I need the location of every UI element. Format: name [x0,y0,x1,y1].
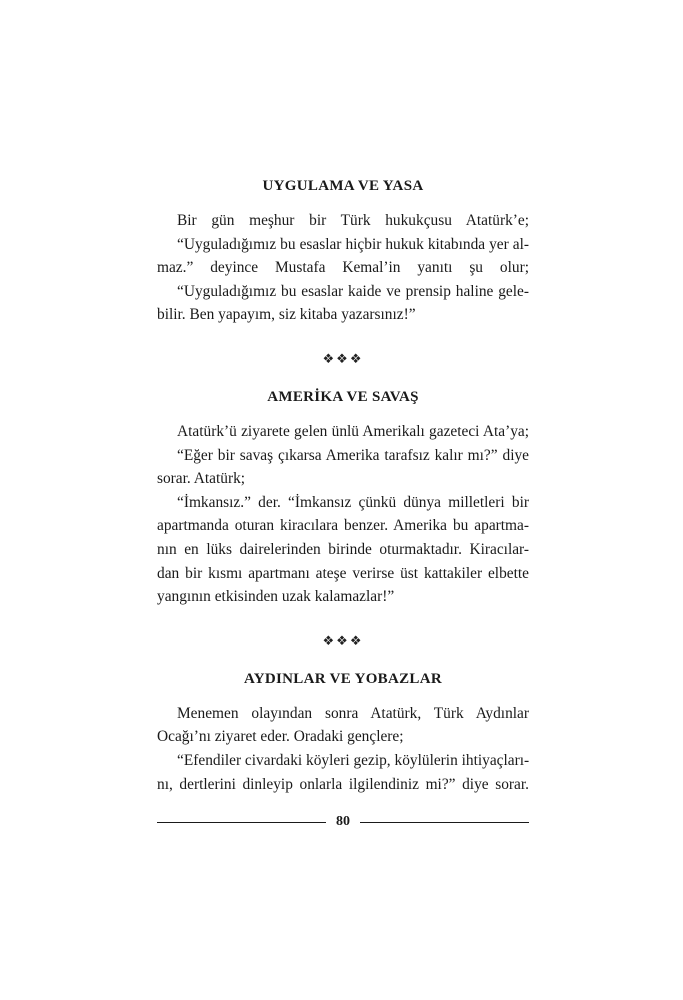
section-heading: UYGULAMA VE YASA [262,178,424,194]
footer-rule-right [360,822,529,823]
section-body [157,209,529,327]
text-line: Atatürk’ü ziyarete gelen ünlü Amerikalı gazeteci Ata’ya; [177,422,529,440]
footer-rule-left [157,822,326,823]
ornament-divider: ❖❖❖ [322,350,364,366]
page-footer [157,812,529,832]
page-content [157,178,529,796]
page-number: 80 [336,814,350,829]
text-line: “İmkansız.” der. “İmkansız çünkü dünya milletleri bir [177,493,529,511]
text-line: Menemen olayından sonra Atatürk, Türk Aydınlar [177,704,529,722]
text-line: “Eğer bir savaş çıkarsa Amerika tarafsız kalır mı?” diye [177,446,529,464]
text-line: bilir. Ben yapayım, siz kitaba yazarsınız!” [157,306,416,324]
section-body [157,420,529,609]
text-line: apartmanda oturan kiracılara benzer. Amerika bu apartma- [157,517,529,535]
text-line: “Uyguladığımız bu esaslar hiçbir hukuk kitabında yer al- [177,235,529,253]
text-line: nı, dertlerini dinleyip onlarla ilgilendiniz mi?” diye sorar. [157,775,529,793]
text-line: Ocağı’nı ziyaret eder. Oradaki gençlere; [157,728,404,746]
text-line: nın en lüks dairelerinden birinde oturmaktadır. Kiracılar- [157,540,529,558]
section-heading: AMERİKA VE SAVAŞ [267,388,419,405]
text-line: maz.” deyince Mustafa Kemal’in yanıtı şu olur; [157,259,529,277]
text-line: yangının etkisinden uzak kalamazlar!” [157,588,395,606]
text-line: dan bir kısmı apartmanı ateşe verirse üst kattakiler elbette [157,564,529,582]
section-heading: AYDINLAR VE YOBAZLAR [244,670,442,687]
text-line: “Uyguladığımız bu esaslar kaide ve prensip haline gele- [177,282,529,300]
text-line: Bir gün meşhur bir Türk hukukçusu Atatürk’e; [177,212,529,229]
text-line: “Efendiler civardaki köyleri gezip, köylülerin ihtiyaçları- [177,751,530,769]
ornament-divider: ❖❖❖ [322,632,364,648]
text-line: sorar. Atatürk; [157,470,246,488]
section-body [157,702,529,796]
